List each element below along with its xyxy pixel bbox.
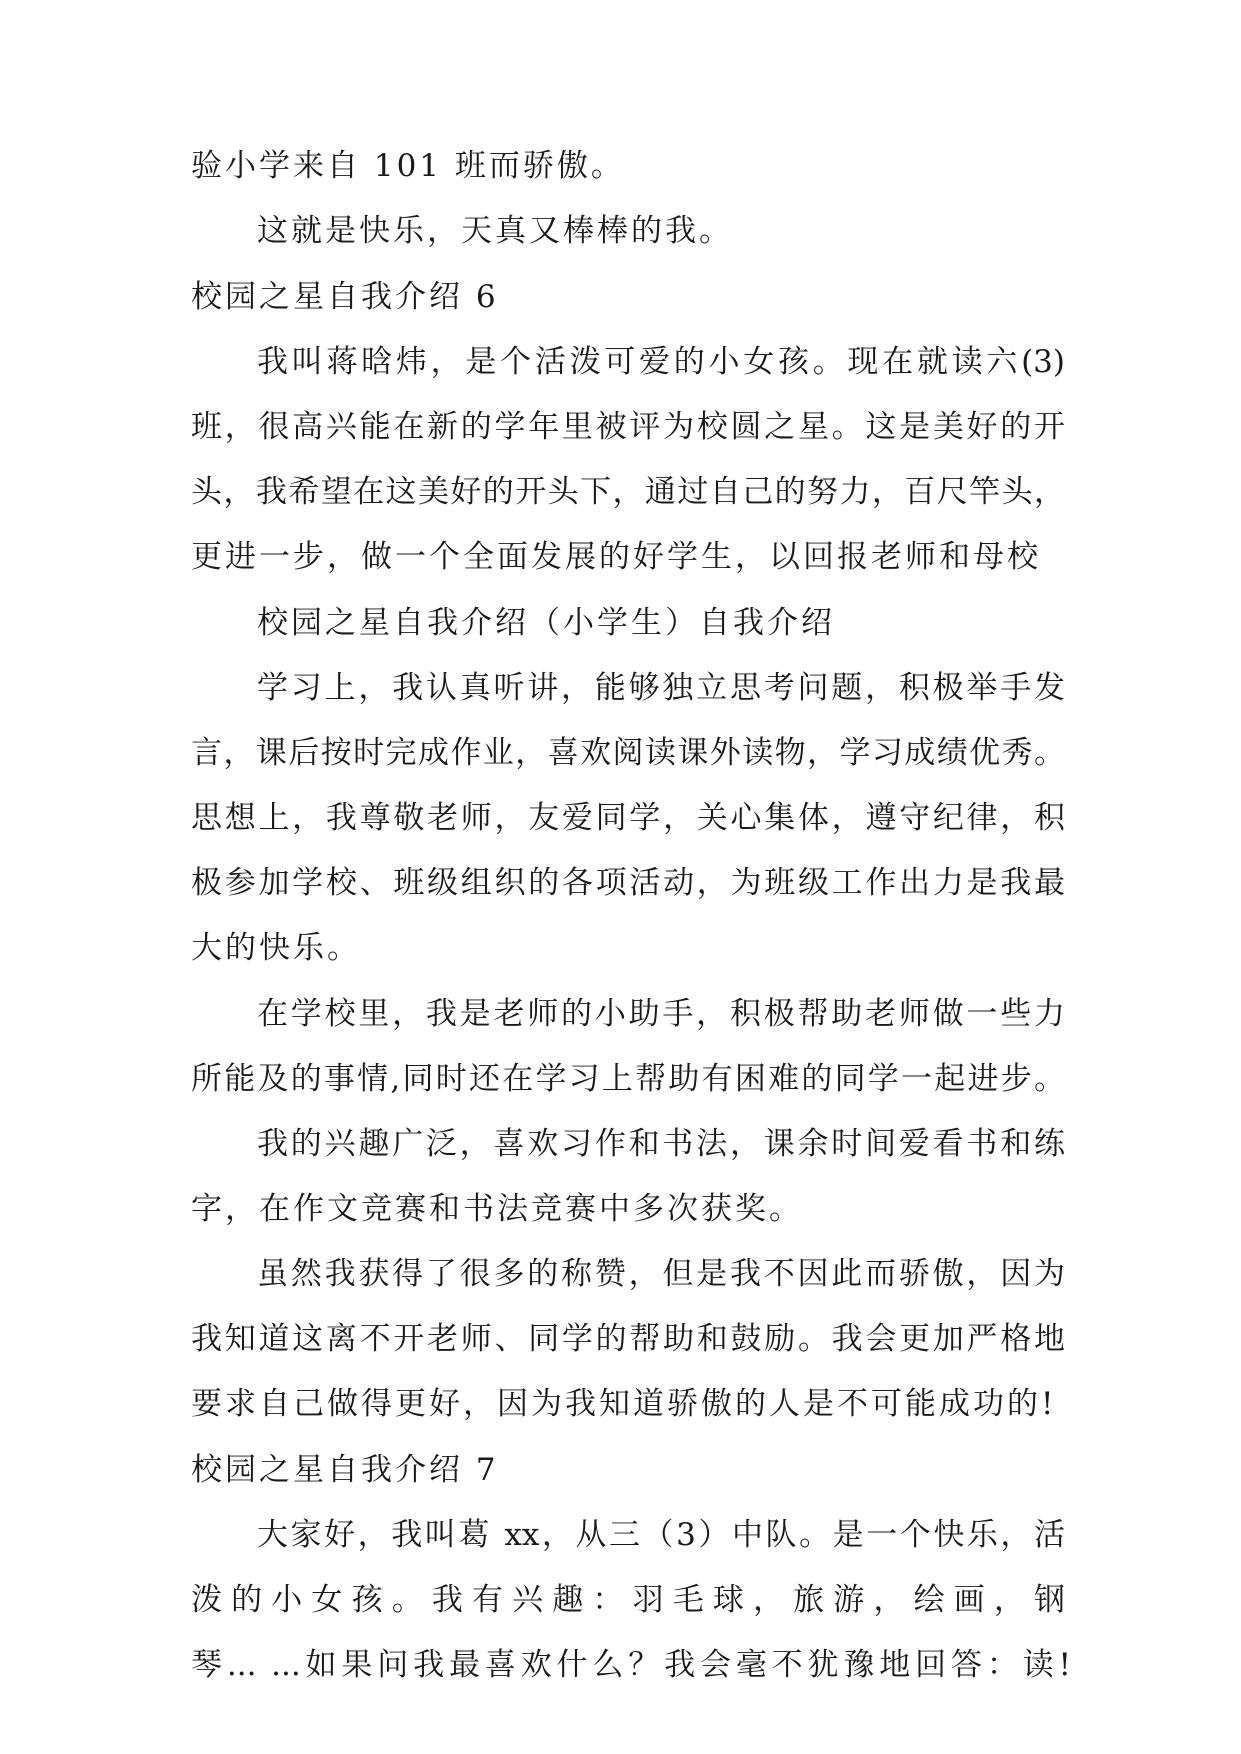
text-line: 班，很高兴能在新的学年里被评为校圆之星。这是美好的开 bbox=[191, 409, 1065, 445]
text-line: 所能及的事情,同时还在学习上帮助有困难的同学一起进步。 bbox=[191, 1061, 1065, 1097]
text-line: 头，我希望在这美好的开头下，通过自己的努力，百尺竿头， bbox=[191, 474, 1065, 510]
text-line: 在学校里，我是老师的小助手，积极帮助老师做一些力 bbox=[257, 996, 1065, 1032]
text-line: 我叫蒋晗炜，是个活泼可爱的小女孩。现在就读六(3) bbox=[257, 344, 1065, 380]
text-line: 琴... ...如果问我最喜欢什么？我会毫不犹豫地回答：读! bbox=[191, 1647, 1071, 1683]
text-line: 字，在作文竞赛和书法竞赛中多次获奖。 bbox=[191, 1191, 803, 1227]
text-line: 虽然我获得了很多的称赞，但是我不因此而骄傲，因为 bbox=[257, 1256, 1065, 1292]
text-line: 思想上，我尊敬老师，友爱同学，关心集体，遵守纪律，积 bbox=[191, 800, 1065, 836]
section-heading: 校园之星自我介绍 7 bbox=[191, 1452, 499, 1488]
text-line: 要求自己做得更好，因为我知道骄傲的人是不可能成功的! bbox=[191, 1386, 1057, 1422]
section-heading: 校园之星自我介绍（小学生）自我介绍 bbox=[257, 605, 835, 641]
section-heading: 校园之星自我介绍 6 bbox=[191, 279, 499, 315]
text-line: 极参加学校、班级组织的各项活动，为班级工作出力是我最 bbox=[191, 865, 1065, 901]
text-line: 我的兴趣广泛，喜欢习作和书法，课余时间爱看书和练 bbox=[257, 1126, 1065, 1162]
text-line: 我知道这离不开老师、同学的帮助和鼓励。我会更加严格地 bbox=[191, 1321, 1065, 1357]
text-line: 大的快乐。 bbox=[191, 930, 361, 966]
text-line: 大家好，我叫葛 xx，从三（3）中队。是一个快乐，活 bbox=[257, 1517, 1065, 1553]
text-line: 这就是快乐，天真又棒棒的我。 bbox=[257, 213, 733, 249]
text-line: 言，课后按时完成作业，喜欢阅读课外读物，学习成绩优秀。 bbox=[191, 735, 1065, 771]
text-line: 泼的小女孩。我有兴趣：羽毛球，旅游，绘画，钢 bbox=[191, 1582, 1065, 1618]
text-line: 验小学来自 101 班而骄傲。 bbox=[191, 148, 625, 184]
text-line: 学习上，我认真听讲，能够独立思考问题，积极举手发 bbox=[257, 670, 1065, 706]
text-line: 更进一步，做一个全面发展的好学生，以回报老师和母校 bbox=[191, 539, 1041, 575]
